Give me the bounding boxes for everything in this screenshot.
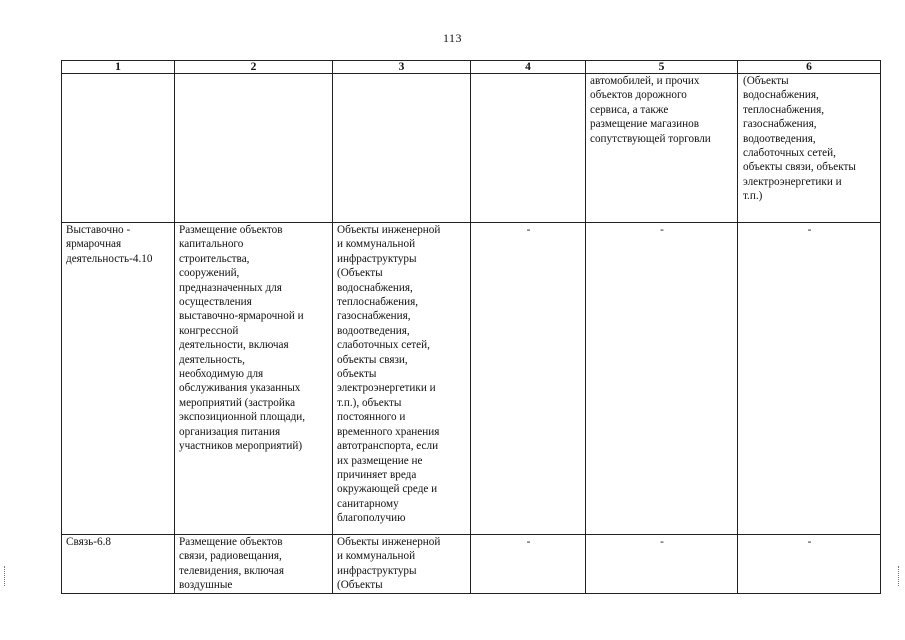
- column-header-5: 5: [586, 61, 738, 74]
- table-cell: [738, 535, 881, 594]
- scan-edge-mark: [4, 566, 9, 586]
- table-cell: [738, 223, 881, 535]
- table-cell: [471, 535, 586, 594]
- auxiliary-objects: Объекты инженерной и коммунальной инфраструктуры (Объекты водоснабжения, теплоснабжения, газоснабжения, водоотведения, слаботочных сетей, объекты связи, объекты электроэнергетики и т.п.), объекты постоянного и временного хранения автотранспорта, если их размещение не причиняет вреда окружающей среде и санитарному благополучию: [337, 224, 441, 525]
- table-cell: [738, 74, 881, 223]
- cell-text: -: [526, 224, 531, 236]
- column-header-6: 6: [738, 61, 881, 74]
- table-header-row: [62, 61, 881, 74]
- zoning-table: [61, 60, 881, 594]
- table-cell: [333, 535, 471, 594]
- table-cell: [586, 535, 738, 594]
- table-cell: [175, 74, 333, 223]
- table-cell: [62, 535, 175, 594]
- permitted-use-description: Размещение объектов связи, радиовещания, телевидения, включая воздушные: [179, 536, 285, 592]
- cell-text: -: [660, 536, 664, 548]
- table-cell: [471, 74, 586, 223]
- cell-text: (Объекты водоснабжения, теплоснабжения, газоснабжения, водоотведения, слаботочных сетей, объекты связи, объекты электроэнергетики и т.п.): [743, 75, 856, 203]
- table-cell: [333, 74, 471, 223]
- table-cell: [586, 223, 738, 535]
- column-header-4: 4: [471, 61, 586, 74]
- table-row: [62, 74, 881, 223]
- permitted-use-description: Размещение объектов капитального строительства, сооружений, предназначенных для осуществления выставочно-ярмарочной и конгрессной деятельности, включая деятельность, необходимую для обслуживания указанных мероприятий (застройка экспозиционной площади, организация питания участников мероприятий): [179, 224, 306, 453]
- table-row: [62, 535, 881, 594]
- table-cell: [333, 223, 471, 535]
- cell-text: -: [660, 224, 664, 236]
- column-header-2: 2: [175, 61, 333, 74]
- table-row: [62, 223, 881, 535]
- permitted-use-name: Связь-6.8: [66, 536, 111, 548]
- cell-text: -: [807, 536, 812, 548]
- cell-text: автомобилей, и прочих объектов дорожного сервиса, а также размещение магазинов сопутствующей торговли: [590, 75, 711, 145]
- table-cell: [62, 74, 175, 223]
- column-header-3: 3: [333, 61, 471, 74]
- cell-text: -: [807, 224, 812, 236]
- scan-edge-mark: [898, 566, 903, 586]
- table-cell: [471, 223, 586, 535]
- permitted-use-name: Выставочно - ярмарочная деятельность-4.10: [66, 224, 153, 265]
- table-cell: [62, 223, 175, 535]
- column-header-1: 1: [62, 61, 175, 74]
- table-cell: [175, 223, 333, 535]
- cell-text: -: [526, 536, 531, 548]
- auxiliary-objects: Объекты инженерной и коммунальной инфраструктуры (Объекты: [337, 536, 441, 592]
- page-number: 113: [442, 31, 463, 45]
- table-cell: [586, 74, 738, 223]
- table-cell: [175, 535, 333, 594]
